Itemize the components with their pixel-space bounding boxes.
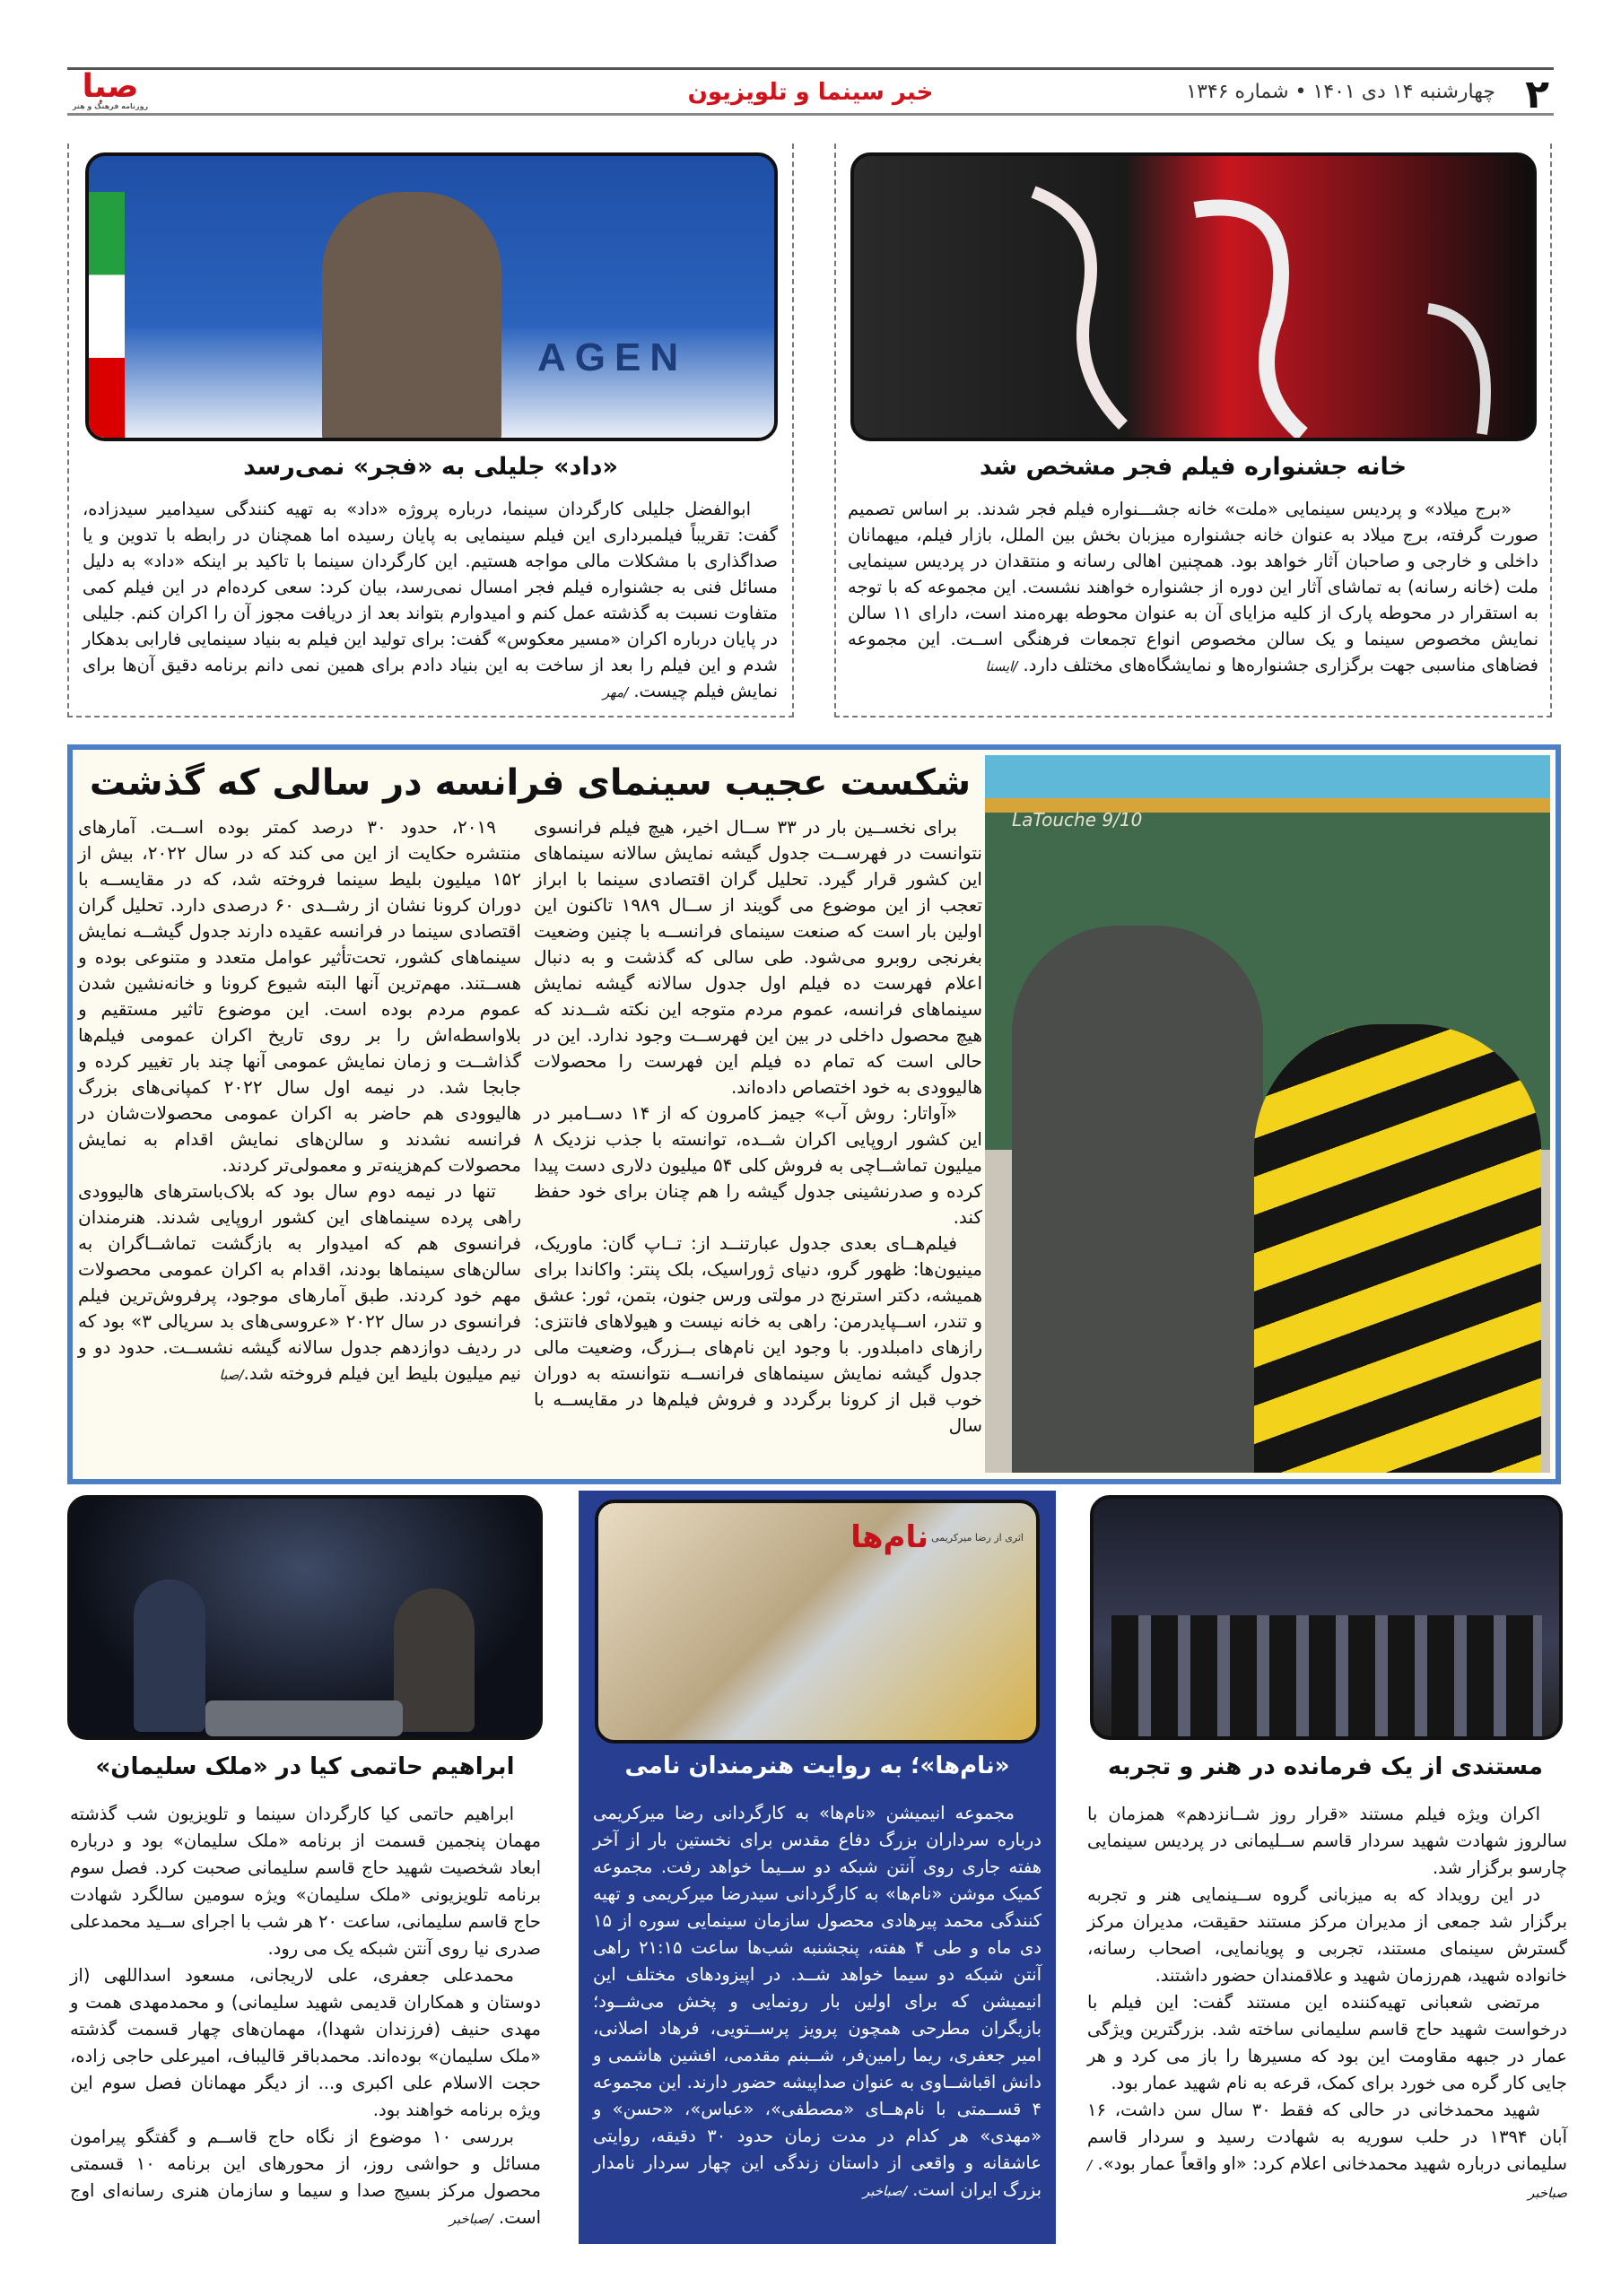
headline-namha: «نام‌ها»؛ به روایت هنرمندان نامی [624,1752,1010,1779]
guest-figure [394,1588,475,1732]
newspaper-logo: صبا روزنامه فرهنگ و هنر [72,68,149,110]
group-of-people [1111,1615,1542,1740]
paragraph: تنها در نیمه دوم سال بود که بلاک‌باسترهای هالیوودی راهی پرده سینماهای این کشور اروپایی شدند. هنرمندان فرانسوی هم که امیدوار به بازگشت تماشــاگران به سالن‌های سینماها بودند، اقدام به اکران عمومی محصولات مهم خود کردند. طبق آمارهای موجود، پرفروش‌ترین فیلم فرانسوی در سال ۲۰۲۲ «عروسی‌های بد سریالی ۳» بود که در ردیف دوازدهم جدول سالانه گیشه نشســت. حدود دو و نیم میلیون بلیط این فیلم فروخته شد. [78,1180,521,1384]
article-body-documentary: اکران ویژه فیلم مستند «قرار روز شــانزدهم» همزمان با سالروز شهادت شهید سردار قاسم ســلیمانی در پردیس سینمایی چارسو برگزار شد. در این رویداد که به میزبانی گروه ســینمایی هنر و تجربه برگزار شد جمعی از مدیران مرکز مستند حقیقت، مدیران مرکز گسترش سینمای مستند، تجربی و پویانمایی، اصحاب رسانه، خانواده شهید، هم‌رزمان شهید و علاقمندان حضور داشتند. مرتضی شعبانی تهیه‌کننده این مستند گفت: این فیلم با درخواست شهید حاج قاسم سلیمانی ساخته شد. بزرگترین ویژگی عمار در جبهه مقاومت این بود که مسیرها را باز می کرد و هر جایی کار گره می خورد برای کمک، قرعه به نام شهید عمار بود. شهید محمدخانی در حالی که فقط ۳۰ سال سن داشت، ۱۶ آبان ۱۳۹۴ در حلب سوریه به شهادت رسید و سردار قاسم سلیمانی درباره شهید محمدخانی اعلام کرد: «او واقعاً عمار بود». /صباخبر [1087,1801,1567,2206]
header-top-rule [67,67,1554,70]
paragraph: مرتضی شعبانی تهیه‌کننده این مستند گفت: این فیلم با درخواست شهید حاج قاسم سلیمانی ساخته شد. بزرگترین ویژگی عمار در جبهه مقاومت این بود که مسیرها را باز می کرد و هر جایی کار گره می خورد برای کمک، قرعه به نام شهید عمار بود. [1087,1992,1567,2093]
article-body-hatamikia: ابراهیم حاتمی کیا کارگردان سینما و تلویزیون شب گذشته مهمان پنجمین قسمت از برنامه «ملک سلیمان» بود و درباره ابعاد شخصیت شهید حاج قاسم سلیمانی صحبت کرد. فصل سوم برنامه تلویزیونی «ملک سلیمان» ویژه سومین سالگرد شهادت حاج قاسم سلیمانی، ساعت ۲۰ هر شب با اجرای ســید محمدعلی صدری نیا روی آنتن شبکه یک می رود. محمدعلی جعفری، علی لاریجانی، مسعود اسداللهی (از دوستان و همکاران قدیمی شهید سلیمانی) و محمدمهدی همت و مهدی حنیف (فرزندان شهدا)، مهمان‌های چهار قسمت گذشته «ملک سلیمان» بوده‌اند. محمدباقر قالیباف، امیرعلی حاجی زاده، حجت الاسلام علی اکبری و... از دیگر مهمانان فصل سوم این ویژه برنامه خواهند بود. بررسی ۱۰ موضوع از نگاه حاج قاســم و گفتگو پیرامون مسائل و حواشی روز، از محورهای این برنامه ۱۰ قسمتی محصول مرکز بسیج صدا و سیما و سازمان هنری رسانه‌ای اوج است. /صباخبر [70,1801,541,2232]
issue-date: چهارشنبه ۱۴ دی ۱۴۰۱ • شماره ۱۳۴۶ [1186,81,1495,103]
headline-jalili: «داد» جلیلی به «فجر» نمی‌رسد [243,453,618,481]
tv-studio-photo [67,1495,543,1740]
paragraph: ۲۰۱۹، حدود ۳۰ درصد کمتر بوده اســت. آمارهای منتشره حکایت از این می کند که در سال ۲۰۲۲، بیش از ۱۵۲ میلیون بلیط سینما فروخته شد، که در مقایســه با دوران کرونا نشان از رشــدی ۶۰ درصدی دارد. تحلیل گران اقتصادی سینما در فرانسه عقیده دارند جدول گیشــه نمایش سینماهای کشور، تحت‌تأثیر عوامل متعدد و متنوعی بوده و هســتند. مهم‌ترین آنها البته شیوع کرونا و خانه‌نشین شدن عموم مردم بوده است. این موضوع تاثیر مستقیم و بلاواسطه‌اش را بر روی تاریخ اکران عمومی فیلم‌ها گذاشــت و زمان نمایش عمومی آنها چند بار تغییر کرده و جابجا شد. در نیمه اول سال ۲۰۲۲ کمپانی‌های بزرگ هالیوودی هم حاضر به اکران عمومی محصولات‌شان در فرانسه نشدند و سالن‌های نمایش اقدام به نمایش محصولات کم‌هزینه‌تر و معمولی‌تر کردند. [78,816,522,1176]
headline-hatamikia: ابراهیم حاتمی کیا در «ملک سلیمان» [95,1753,515,1780]
poster-title: نام‌ها [850,1519,928,1555]
festival-simorgh-photo [850,152,1537,441]
feature-article-french-cinema [67,744,1561,1484]
headline-french-cinema: شکست عجیب سینمای فرانسه در سالی که گذشت [89,762,972,804]
film-poster-photo [985,755,1550,1473]
studio-table [205,1700,403,1736]
namha-animation-poster [595,1500,1040,1744]
headline-festival-house: خانه جشنواره فیلم فجر مشخص شد [979,453,1407,481]
article-body-namha: مجموعه انیمیشن «نام‌ها» به کارگردانی رضا میرکریمی درباره سرداران بزرگ دفاع مقدس برای نخستین بار از آخر هفته جاری روی آنتن شبکه دو ســیما خواهد رفت. مجموعه کمیک موشن «نام‌ها» به کارگردانی سیدرضا میرکریمی و تهیه کنندگی محمد پیرهادی محصول سازمان سینمایی سوره از ۱۵ دی ماه و طی ۴ هفته، پنجشنبه شب‌ها ساعت ۲۱:۱۵ راهی آنتن شبکه دو سیما خواهد شــد. در اپیزودهای مختلف این انیمیشن که برای اولین بار رونمایی و پخش می‌شــود؛ بازیگران مطرحی همچون پرویز پرســتویی، فرهاد اصلانی، امیر جعفری، ریما رامین‌فر، شــبنم مقدمی، افشین هاشمی و دانش اقباشــاوی به عنوان صداپیشه حضور دارند. این مجموعه ۴ قســمتی با نام‌هــای «مصطفی»، «عباس»، «حسن» و «مهدی» هر کدام در مدت زمان حدود ۳۰ دقیقه، روایتی عاشقانه و واقعی از داستان زندگی این چهار سردار نامدار بزرگ ایران است. /صباخبر [593,1803,1042,2200]
headline-documentary: مستندی از یک فرمانده در هنر و تجربه [1108,1753,1543,1780]
host-figure [134,1579,205,1732]
simorgh-statue-icon [854,156,1537,441]
paragraph: در این رویداد که به میزبانی گروه ســینمایی هنر و تجربه برگزار شد جمعی از مدیران مرکز مستند حقیقت، مدیران مرکز گسترش سینمای مستند، تجربی و پویانمایی، اصحاب رسانه، خانواده شهید، هم‌رزمان شهید و علاقمندان حضور داشتند. [1087,1884,1567,1986]
source: /صبا [219,1367,244,1383]
article-body-jalili: ابوالفضل جلیلی کارگردان سینما، درباره پروژه «داد» به تهیه کنندگی سیدامیر سیدزاده، گفت: تقریباً فیلمبرداری این فیلم سینمایی به پایان رسیده اما همچنان در رابطه با تدوین و یا صداگذاری با مشکلات مالی مواجه هستیم. این کارگردان سینما با تاکید بر اینکه «داد» به دلیل مسائل فنی به جشنواره فیلم فجر امسال نمی‌رسد، بیان کرد: سعی کرده‌ام در این فیلم کمی متفاوت نسبت به گذشته عمل کنم و امیدوارم بتواند بعد از دریافت مجوز آن را اکران کنم. جلیلی در پایان درباره اکران «مسیر معکوس» گفت: برای تولید این فیلم به بنیاد سینمایی فارابی بدهکار شدم و این فیلم را بعد از ساخت به این بنیاد دادم برای همین نمی دانم برنامه دقیق آن‌ها برای نمایش فیلم چیست. /مهر [83,499,778,701]
paragraph: اکران ویژه فیلم مستند «قرار روز شــانزدهم» همزمان با سالروز شهادت شهید سردار قاسم ســلیمانی در پردیس سینمایی چارسو برگزار شد. [1087,1804,1567,1878]
feature-column-2 [78,814,521,1388]
article-body-festival-house: «برج میلاد» و پردیس سینمایی «ملت» خانه جشـــنواره فیلم فجر شدند. بر اساس تصمیم صورت گرفته، برج میلاد به عنوان خانه جشنواره میزبان بخش بین الملل، بازار فیلم، میهمانان داخلی و خارجی و صاحبان آثار خواهد بود. همچنین اهالی رسانه و منتقدان در پردیس سینمایی ملت (خانه رسانه) به تماشای آثار این دوره از جشنواره خواهند نشست. این مجموعه که با توجه به استقرار در محوطه پارک از کلیه مزایای آن به عنوان محوطه بهره‌مند است، دارای ۱۱ سالن نمایش مخصوص سینما و یک سالن مخصوص انواع تجمعات فرهنگی اســت. این مجموعه فضاهای مناسبی جهت برگزاری جشنواره‌ها و نمایشگاه‌های مختلف دارد. /ایسنا [848,499,1539,675]
flag-icon [89,192,125,441]
paragraph: ابراهیم حاتمی کیا کارگردان سینما و تلویزیون شب گذشته مهمان پنجمین قسمت از برنامه «ملک سلیمان» بود و درباره ابعاد شخصیت شهید حاج قاسم سلیمانی صحبت کرد. فصل سوم برنامه تلویزیونی «ملک سلیمان» ویژه سومین سالگرد شهادت حاج قاسم سلیمانی، ساعت ۲۰ هر شب با اجرای ســید محمدعلی صدری نیا روی آنتن شبکه یک می رود. [70,1804,541,1959]
paragraph: محمدعلی جعفری، علی لاریجانی، مسعود اسداللهی (از دوستان و همکاران قدیمی شهید سلیمانی) و محمدمهدی همت و مهدی حنیف (فرزندان شهدا)، مهمان‌های چهار قسمت گذشته «ملک سلیمان» بوده‌اند. محمدباقر قالیباف، امیرعلی حاجی زاده، حجت الاسلام علی اکبری و... از دیگر مهمانان فصل سوم این ویژه برنامه خواهند بود. [70,1965,541,2120]
poster-credit: اثری از رضا میرکریمی [931,1532,1024,1544]
article-box-namha [579,1491,1056,2244]
photo-backdrop-text: AGEN [537,335,688,379]
paragraph: «آواتار: روش آب» جیمز کامرون که از ۱۴ دســامبر در این کشور اروپایی اکران شــده، توانسته با جذب نزدیک ۸ میلیون تماشــاچی به فروش کلی ۵۴ میلیون دلاری دست پیدا کرده و صدرنشینی جدول گیشه را هم چنان برای خود حفظ کند. [534,1102,982,1228]
feature-column-1 [534,814,982,1439]
header-bottom-rule [67,113,1554,116]
jalili-photo [85,152,778,441]
boy-striped-shirt-figure [1254,1024,1541,1473]
chalkboard-text: LaTouche 9/10 [1012,809,1143,831]
section-title: خبر سینما و تلویزیون [687,79,934,106]
paragraph: برای نخســین بار در ۳۳ ســال اخیر، هیچ فیلم فرانسوی نتوانست در فهرســت جدول گیشه نمایش سالانه سینماهای این کشور قرار گیرد. تحلیل گران اقتصادی سینما با ابراز تعجب از این موضوع می گویند از ســال ۱۹۸۹ تاکنون این اولین بار است که صنعت سینمای فرانســه با چنین وضعیت بغرنجی روبرو می‌شود. طی سالی که گذشت و به دنبال اعلام فهرست ده فیلم اول جدول سالانه گیشه نمایش سینماهای فرانسه، عموم مردم متوجه این نکته شــدند که هیچ محصول داخلی در بین این فهرســت وجود ندارد. این در حالی است که تمام ده فیلم این فهرست را محصولات هالیوودی به خود اختصاص داده‌اند. [534,816,982,1098]
person-figure [322,192,501,441]
man-in-suit-figure [1012,926,1263,1473]
page-number: ۲ [1525,72,1549,117]
documentary-event-photo [1090,1495,1563,1740]
paragraph: فیلم‌هــای بعدی جدول عبارتنــد از: تــاپ گان: ماوریک، مینیون‌ها: ظهور گرو، دنیای ژوراسیک، بلک پنتر: واکاندا برای همیشه، دکتر استرنج در مولتی ورس جنون، بتمن، ثور: عشق و تندر، اســپایدرمن: راهی به خانه نیست و هیولاهای فانتزی: رازهای دامبلدور. با وجود این نام‌های بــزرگ، وضعیت مالی جدول گیشه نمایش سینماهای فرانســه نتوانسته به دوران خوب قبل از کرونا برگردد و فروش فیلم‌ها در مقایســه با سال [534,1232,982,1436]
